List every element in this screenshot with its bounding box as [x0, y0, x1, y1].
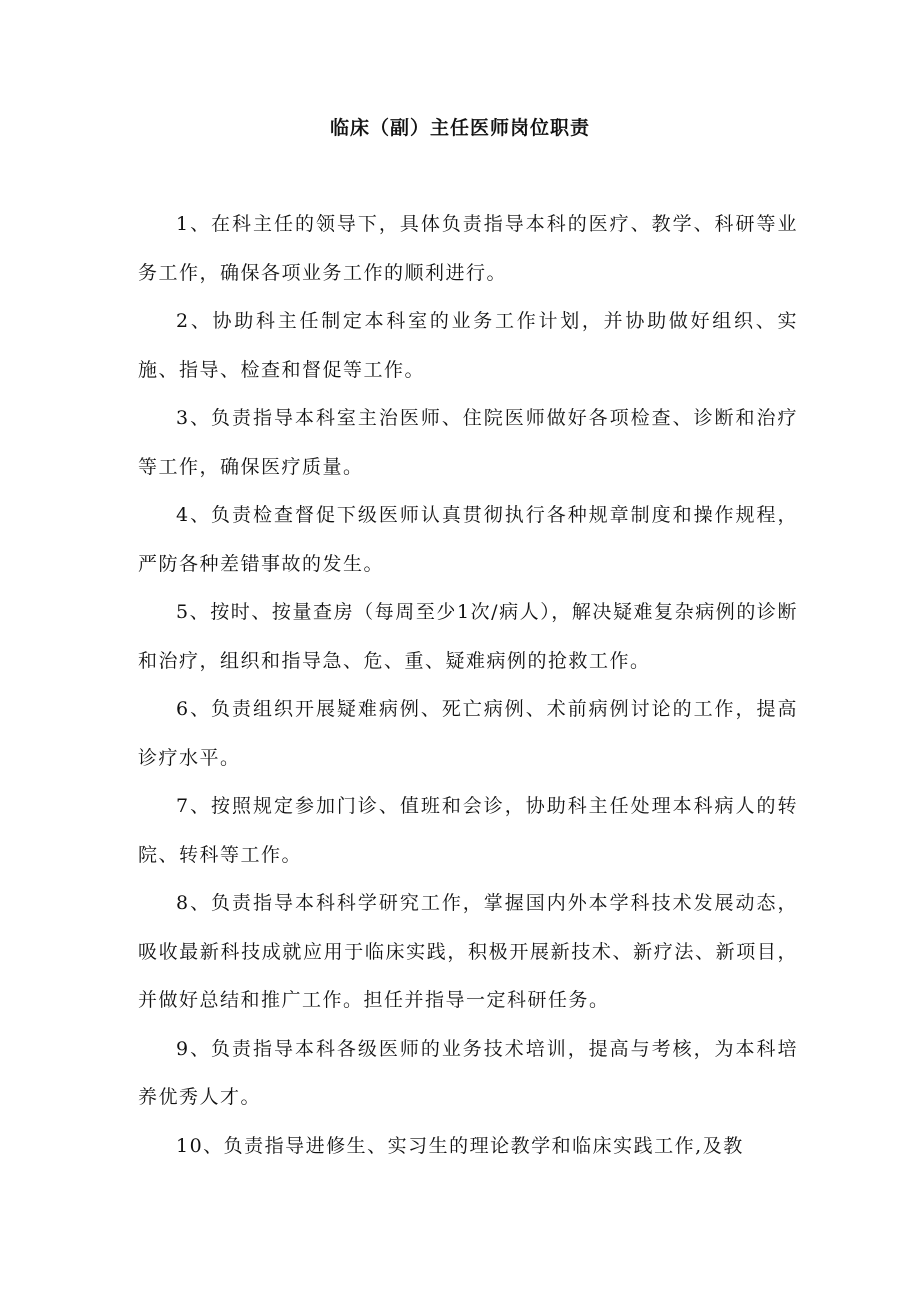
clause-5: 5、按时、按量查房（每周至少1次/病人），解决疑难复杂病例的诊断和治疗，组织和指导急、危、重、疑难病例的抢救工作。	[138, 601, 798, 672]
clause-list	[138, 200, 798, 1170]
clause-4: 4、负责检查督促下级医师认真贯彻执行各种规章制度和操作规程，严防各种差错事故的发生。	[138, 504, 798, 575]
clause-7: 7、按照规定参加门诊、值班和会诊，协助科主任处理本科病人的转院、转科等工作。	[138, 795, 798, 866]
clause-8: 8、负责指导本科科学研究工作，掌握国内外本学科技术发展动态，吸收最新科技成就应用于临床实践，积极开展新技术、新疗法、新项目，并做好总结和推广工作。担任并指导一定科研任务。	[138, 892, 798, 1011]
clause-3: 3、负责指导本科室主治医师、住院医师做好各项检查、诊断和治疗等工作，确保医疗质量。	[138, 407, 798, 478]
clause-9: 9、负责指导本科各级医师的业务技术培训，提高与考核，为本科培养优秀人才。	[138, 1037, 798, 1108]
clause-2: 2、协助科主任制定本科室的业务工作计划，并协助做好组织、实施、指导、检查和督促等工作。	[138, 310, 798, 381]
document-title: 临床（副）主任医师岗位职责	[329, 117, 590, 139]
clause-1: 1、在科主任的领导下，具体负责指导本科的医疗、教学、科研等业务工作，确保各项业务工作的顺利进行。	[138, 213, 798, 284]
clause-6: 6、负责组织开展疑难病例、死亡病例、术前病例讨论的工作，提高诊疗水平。	[138, 698, 798, 769]
clause-10: 10、负责指导进修生、实习生的理论教学和临床实践工作,及教	[176, 1134, 744, 1157]
